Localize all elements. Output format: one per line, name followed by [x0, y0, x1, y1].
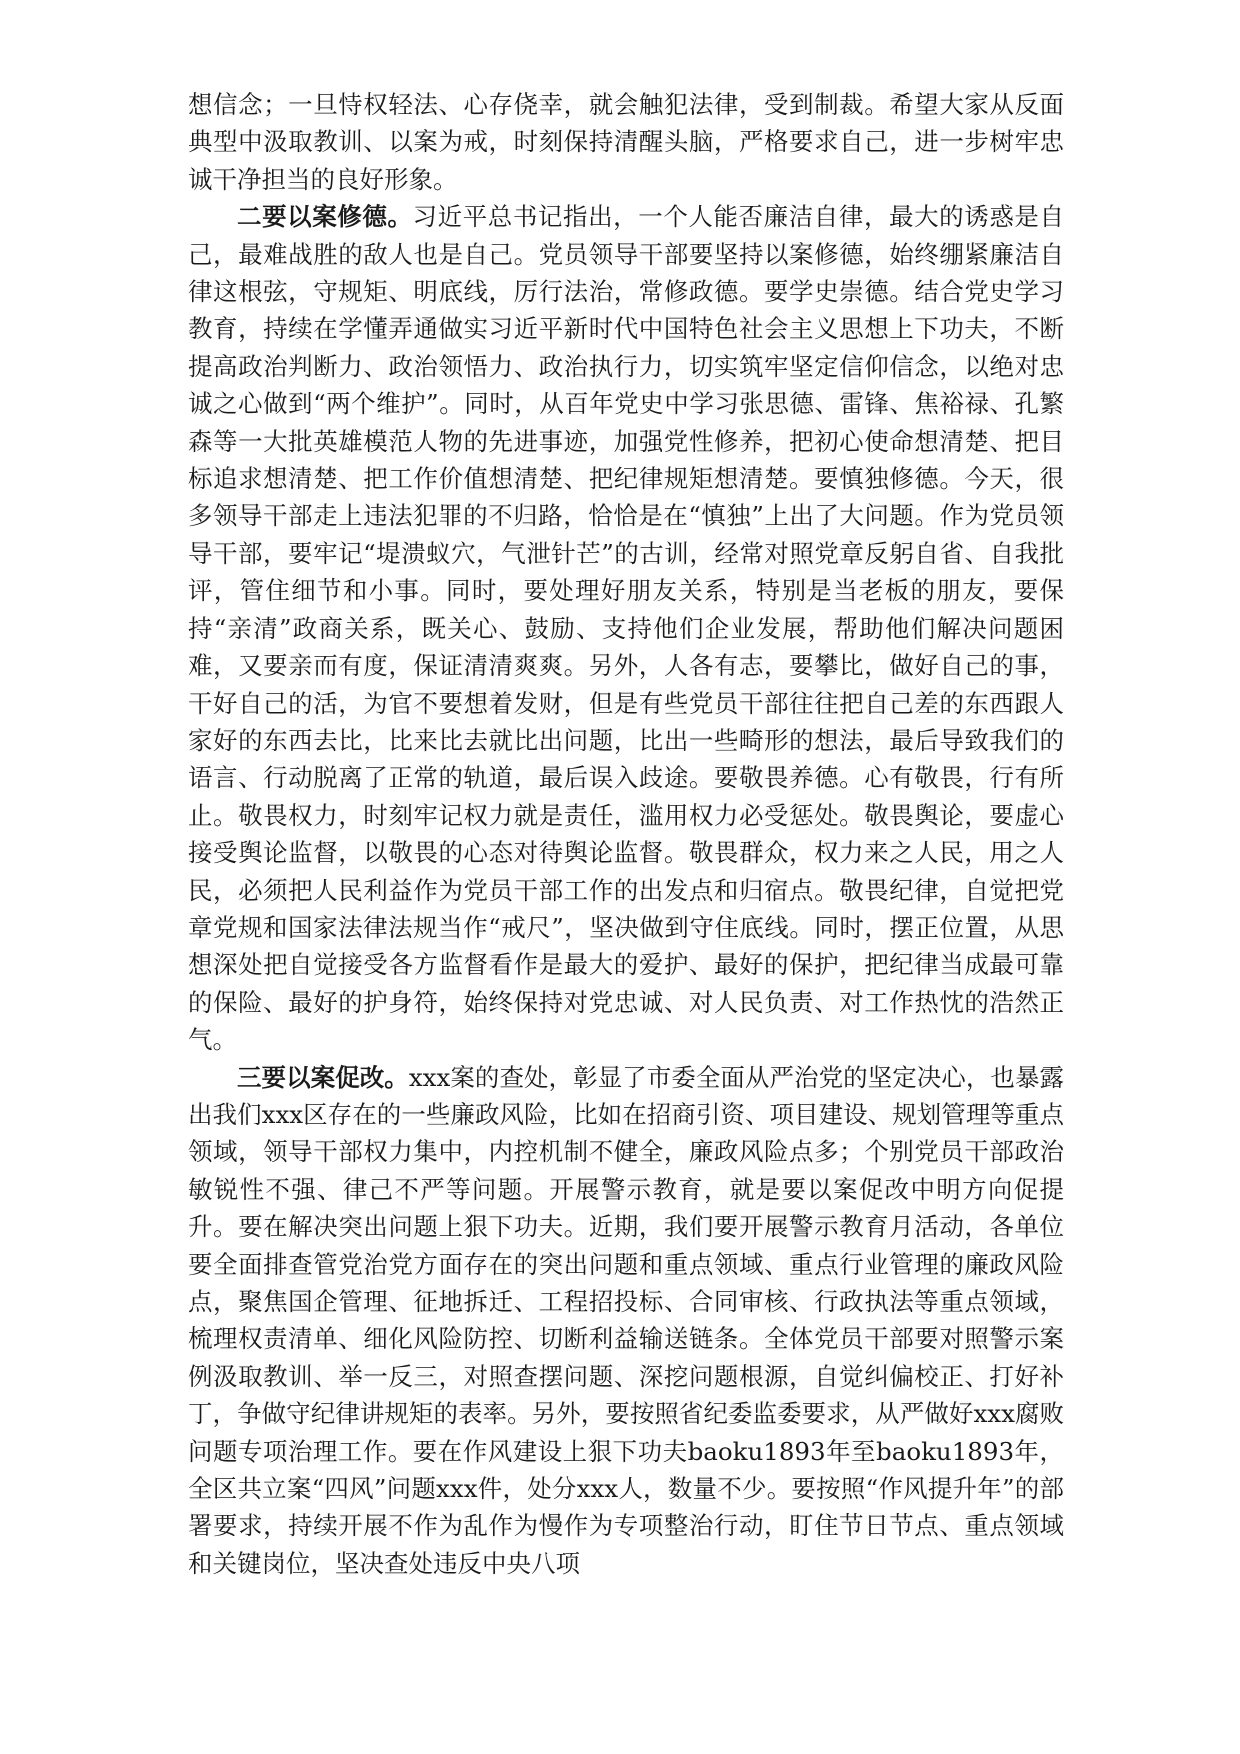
- paragraph-section-three: [188, 1059, 1064, 1583]
- document-body: [188, 86, 1064, 1582]
- section-heading-three: 三要以案促改。: [237, 1062, 409, 1092]
- paragraph-text: 想信念；一旦恃权轻法、心存侥幸，就会触犯法律，受到制裁。希望大家从反面典型中汲取教训、以案为戒，时刻保持清醒头脑，严格要求自己，进一步树牢忠诚干净担当的良好形象。: [188, 90, 1064, 194]
- paragraph-text: xxx案的查处，彰显了市委全面从严治党的坚定决心，也暴露出我们xxx区存在的一些廉政风险，比如在招商引资、项目建设、规划管理等重点领域，领导干部权力集中，内控机制不健全，廉政风险点多；个别党员干部政治敏锐性不强、律己不严等问题。开展警示教育，就是要以案促改中明方向促提升。要在解决突出问题上狠下功夫。近期，我们要开展警示教育月活动，各单位要全面排查管党治党方面存在的突出问题和重点领域、重点行业管理的廉政风险点，聚焦国企管理、征地拆迁、工程招投标、合同审核、行政执法等重点领域，梳理权责清单、细化风险防控、切断利益输送链条。全体党员干部要对照警示案例汲取教训、举一反三，对照查摆问题、深挖问题根源，自觉纠偏校正、打好补丁，争做守纪律讲规矩的表率。另外，要按照省纪委监委要求，从严做好xxx腐败问题专项治理工作。要在作风建设上狠下功夫baoku1893年至baoku1893年，全区共立案“四风”问题xxx件，处分xxx人，数量不少。要按照“作风提升年”的部署要求，持续开展不作为乱作为慢作为专项整治行动，盯住节日节点、重点领域和关键岗位，坚决查处违反中央八项: [188, 1062, 1065, 1578]
- section-heading-two: 二要以案修德。: [237, 202, 413, 232]
- paragraph-continuation: [188, 86, 1064, 198]
- paragraph-text: 习近平总书记指出，一个人能否廉洁自律，最大的诱惑是自己，最难战胜的敌人也是自己。党员领导干部要坚持以案修德，始终绷紧廉洁自律这根弦，守规矩、明底线，厉行法治，常修政德。要学史崇德。结合党史学习教育，持续在学懂弄通做实习近平新时代中国特色社会主义思想上下功夫，不断提高政治判断力、政治领悟力、政治执行力，切实筑牢坚定信仰信念，以绝对忠诚之心做到“两个维护”。同时，从百年党史中学习张思德、雷锋、焦裕禄、孔繁森等一大批英雄模范人物的先进事迹，加强党性修养，把初心使命想清楚、把目标追求想清楚、把工作价值想清楚、把纪律规矩想清楚。要慎独修德。今天，很多领导干部走上违法犯罪的不归路，恰恰是在“慎独”上出了大问题。作为党员领导干部，要牢记“堤溃蚁穴，气泄针芒”的古训，经常对照党章反躬自省、自我批评，管住细节和小事。同时，要处理好朋友关系，特别是当老板的朋友，要保持“亲清”政商关系，既关心、鼓励、支持他们企业发展，帮助他们解决问题困难，又要亲而有度，保证清清爽爽。另外，人各有志，要攀比，做好自己的事，干好自己的活，为官不要想着发财，但是有些党员干部往往把自己差的东西跟人家好的东西去比，比来比去就比出问题，比出一些畸形的想法，最后导致我们的语言、行动脱离了正常的轨道，最后误入歧途。要敬畏养德。心有敬畏，行有所止。敬畏权力，时刻牢记权力就是责任，滥用权力必受惩处。敬畏舆论，要虚心接受舆论监督，以敬畏的心态对待舆论监督。敬畏群众，权力来之人民，用之人民，必须把人民利益作为党员干部工作的出发点和归宿点。敬畏纪律，自觉把党章党规和国家法律法规当作“戒尺”，坚决做到守住底线。同时，摆正位置，从思想深处把自觉接受各方监督看作是最大的爱护、最好的保护，把纪律当成最可靠的保险、最好的护身符，始终保持对党忠诚、对人民负责、对工作热忱的浩然正气。: [188, 202, 1064, 1055]
- paragraph-section-two: [188, 198, 1064, 1058]
